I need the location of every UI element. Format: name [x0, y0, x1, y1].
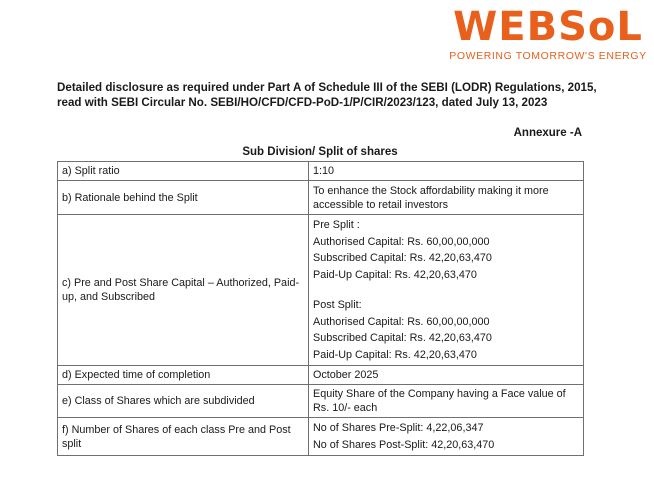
- row-label: e) Class of Shares which are subdivided: [58, 385, 309, 418]
- disclosure-heading: Detailed disclosure as required under Part A of Schedule III of the SEBI (LODR) Regulations, 2015, read with SEBI Circular No. SEBI/HO/CFD/CFD-PoD-1/P/CIR/2023/123, dated July 13, 2023: [57, 81, 597, 109]
- pre-paidup-capital: Paid-Up Capital: Rs. 42,20,63,470: [313, 268, 477, 281]
- pre-authorised-capital: Authorised Capital: Rs. 60,00,00,000: [313, 235, 490, 248]
- table-row: [58, 162, 584, 181]
- shares-post-split: No of Shares Post-Split: 42,20,63,470: [313, 438, 495, 451]
- row-value: [309, 418, 584, 456]
- post-paidup-capital: Paid-Up Capital: Rs. 42,20,63,470: [313, 348, 477, 361]
- table-title: Sub Division/ Split of shares: [242, 146, 398, 158]
- pre-subscribed-capital: Subscribed Capital: Rs. 42,20,63,470: [313, 252, 492, 264]
- table-row: [58, 418, 584, 456]
- pre-split-header: Pre Split :: [313, 219, 360, 231]
- row-value: Equity Share of the Company having a Face value of Rs. 10/- each: [309, 385, 584, 418]
- row-value: 1:10: [309, 162, 584, 181]
- websol-logo: [448, 6, 648, 62]
- row-value: October 2025: [309, 366, 584, 385]
- row-label: c) Pre and Post Share Capital – Authorized, Paid-up, and Subscribed: [58, 215, 309, 366]
- row-label: f) Number of Shares of each class Pre and Post split: [58, 418, 309, 456]
- split-disclosure-table: [57, 161, 584, 456]
- row-label: a) Split ratio: [58, 162, 309, 181]
- logo-tagline: POWERING TOMORROW'S ENERGY: [449, 50, 647, 62]
- post-authorised-capital: Authorised Capital: Rs. 60,00,00,000: [313, 315, 490, 328]
- annexure-label: Annexure -A: [513, 127, 582, 139]
- table-row: [58, 366, 584, 385]
- table-row: [58, 385, 584, 418]
- table-row: [58, 181, 584, 215]
- shares-pre-split: No of Shares Pre-Split: 4,22,06,347: [313, 422, 484, 434]
- row-value: [309, 215, 584, 366]
- post-split-header: Post Split:: [313, 299, 362, 311]
- post-subscribed-capital: Subscribed Capital: Rs. 42,20,63,470: [313, 332, 492, 344]
- logo-wordmark: WEBSoL: [453, 4, 643, 50]
- row-label: d) Expected time of completion: [58, 366, 309, 385]
- table-row: [58, 215, 584, 366]
- row-label: b) Rationale behind the Split: [58, 181, 309, 215]
- row-value: To enhance the Stock affordability making it more accessible to retail investors: [309, 181, 584, 215]
